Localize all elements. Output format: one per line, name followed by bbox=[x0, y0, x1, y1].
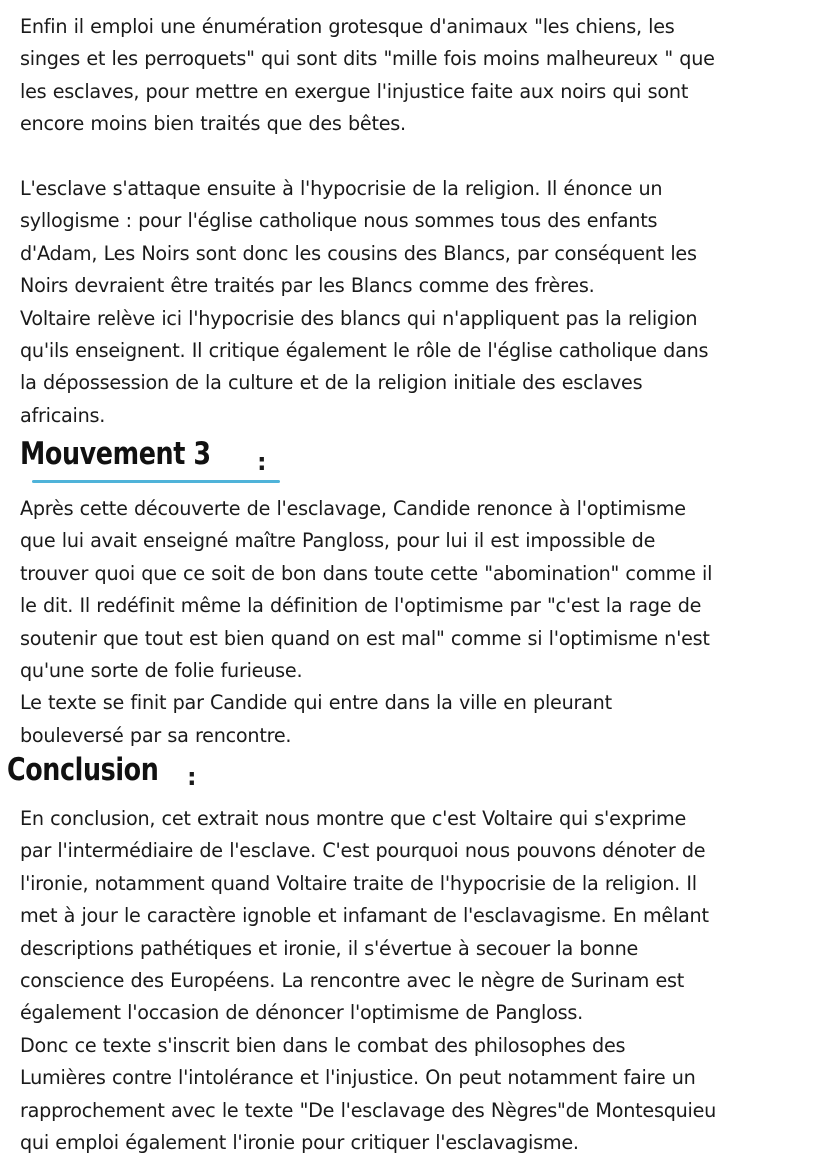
paragraph-movement-3 bbox=[20, 493, 712, 752]
text-line: d'Adam, Les Noirs sont donc les cousins des Blancs, par conséquent les bbox=[20, 241, 697, 265]
section-heading-conclusion: Conclusion bbox=[7, 752, 159, 788]
text-line: Après cette découverte de l'esclavage, Candide renonce à l'optimisme bbox=[20, 497, 686, 520]
text-line: Voltaire relève ici l'hypocrisie des blancs qui n'appliquent pas la religion bbox=[20, 306, 698, 330]
text-line: Lumières contre l'intolérance et l'injustice. On peut notamment faire un bbox=[20, 1066, 696, 1090]
text-line: qu'une sorte de folie furieuse. bbox=[20, 659, 303, 683]
text-line: par l'intermédiaire de l'esclave. C'est pourquoi nous pouvons dénoter de bbox=[20, 839, 706, 863]
text-line: L'esclave s'attaque ensuite à l'hypocrisie de la religion. Il énonce un bbox=[20, 177, 663, 200]
section-heading-movement-3: Mouvement 3 bbox=[20, 436, 211, 472]
text-line: singes et les perroquets" qui sont dits "mille fois moins malheureux " que bbox=[20, 47, 715, 71]
paragraph-enumeration bbox=[20, 11, 715, 141]
text-line: En conclusion, cet extrait nous montre que c'est Voltaire qui s'exprime bbox=[20, 807, 687, 830]
heading-colon: : bbox=[257, 448, 267, 476]
text-line: conscience des Européens. La rencontre avec le nègre de Surinam est bbox=[20, 969, 685, 993]
paragraph-religion bbox=[20, 173, 708, 432]
text-line: syllogisme : pour l'église catholique nous sommes tous des enfants bbox=[20, 209, 658, 233]
text-line: qui emploi également l'ironie pour critiquer l'esclavagisme. bbox=[20, 1131, 579, 1155]
text-line: les esclaves, pour mettre en exergue l'injustice faite aux noirs qui sont bbox=[20, 79, 689, 103]
text-line: la dépossession de la culture et de la religion initiale des esclaves bbox=[20, 371, 643, 395]
text-line: Noirs devraient être traités par les Blancs comme des frères. bbox=[20, 274, 595, 298]
text-line: Enfin il emploi une énumération grotesque d'animaux "les chiens, les bbox=[20, 15, 675, 38]
paragraph-conclusion bbox=[20, 803, 716, 1159]
text-line: Le texte se finit par Candide qui entre dans la ville en pleurant bbox=[20, 691, 612, 715]
text-line: trouver quoi que ce soit de bon dans toute cette "abomination" comme il bbox=[20, 561, 713, 585]
text-line: descriptions pathétiques et ironie, il s'évertue à secouer la bonne bbox=[20, 936, 639, 960]
heading-underline bbox=[32, 480, 280, 483]
heading-colon: : bbox=[187, 763, 197, 791]
text-line: africains. bbox=[20, 403, 106, 427]
text-line: Donc ce texte s'inscrit bien dans le combat des philosophes des bbox=[20, 1033, 626, 1057]
text-line: encore moins bien traités que des bêtes. bbox=[20, 112, 406, 136]
text-line: qu'ils enseignent. Il critique également le rôle de l'église catholique dans bbox=[20, 339, 709, 363]
text-line: met à jour le caractère ignoble et infamant de l'esclavagisme. En mêlant bbox=[20, 904, 709, 928]
text-line: l'ironie, notamment quand Voltaire traite de l'hypocrisie de la religion. Il bbox=[20, 871, 697, 895]
text-line: également l'occasion de dénoncer l'optimisme de Pangloss. bbox=[20, 1001, 583, 1025]
text-line: le dit. Il redéfinit même la définition de l'optimisme par "c'est la rage de bbox=[20, 594, 702, 618]
text-line: soutenir que tout est bien quand on est mal" comme si l'optimisme n'est bbox=[20, 626, 710, 650]
text-line: que lui avait enseigné maître Pangloss, pour lui il est impossible de bbox=[20, 529, 656, 553]
text-line: bouleversé par sa rencontre. bbox=[20, 723, 292, 747]
text-line: rapprochement avec le texte "De l'esclavage des Nègres"de Montesquieu bbox=[20, 1098, 717, 1122]
